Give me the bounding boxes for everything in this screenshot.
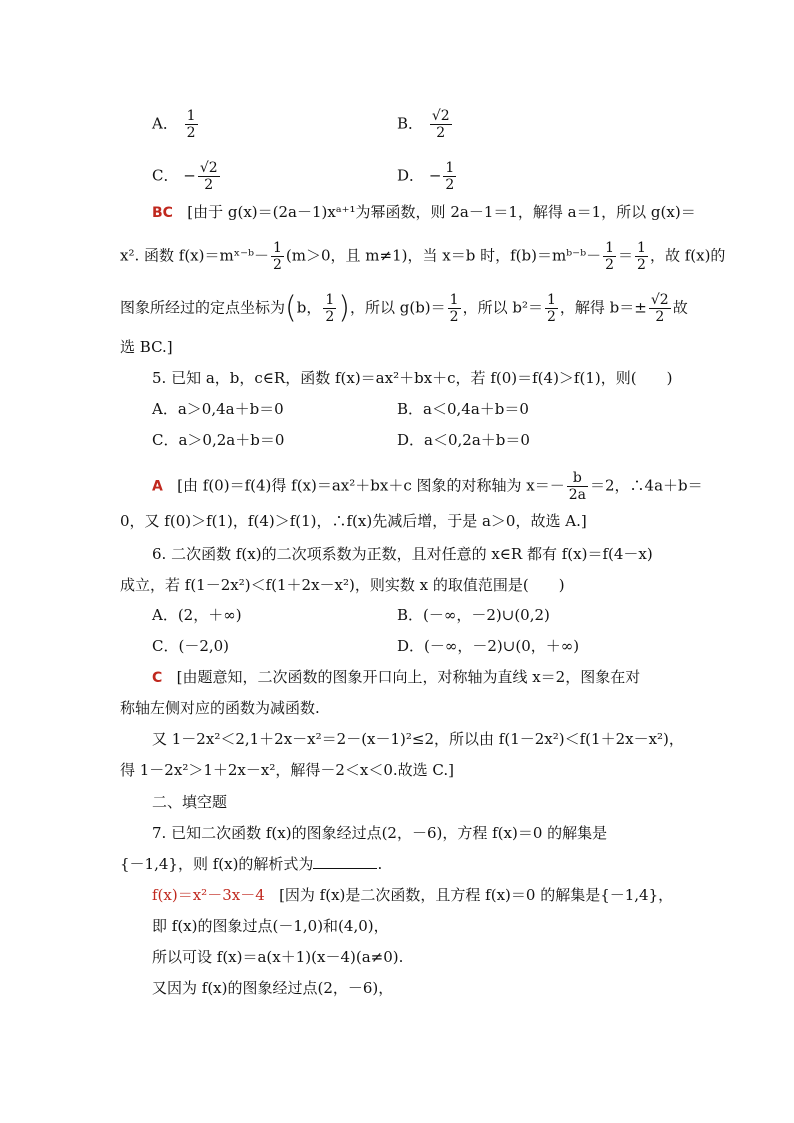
q5-option-d: D．a＜0,2a＋b＝0 — [397, 431, 530, 449]
q6-option-b: B．(－∞，－2)∪(0,2) — [397, 606, 550, 624]
section-title: 二、填空题 — [152, 793, 228, 811]
q6-option-a: A．(2，＋∞) — [152, 606, 242, 624]
answer-7-line-1: f(x)＝x²－3x－4 [因为 f(x)是二次函数，且方程 f(x)＝0 的解集是{－1,4}， — [152, 886, 674, 904]
option-c: C． − $\frac{√2}{2}$ — [152, 160, 218, 193]
option-a: A． $\frac{1}{2}$ — [152, 108, 196, 141]
answer-4-line-3: 图象所经过的定点坐标为(b， $\frac{1}{2}$ )，所以 g(b)＝ $\frac{1}{2}$ ，所以 b²＝ $\frac{1}{2}$ ，解得 b＝± $\frac{√2}{2}$ 故 — [120, 290, 688, 326]
q5-option-c: C．a＞0,2a＋b＝0 — [152, 431, 285, 449]
option-b: B． $\frac{√2}{2}$ — [397, 108, 450, 141]
answer-4-line-1: BC [由于 g(x)＝(2a－1)xᵃ⁺¹为幂函数，则 2a－1＝1，解得 a＝1，所以 g(x)＝ — [152, 203, 696, 221]
answer-4-line-4: 选 BC.] — [120, 338, 173, 356]
question-6-line-1: 6. 二次函数 f(x)的二次项系数为正数，且对任意的 x∈R 都有 f(x)＝f(4－x) — [152, 545, 653, 563]
fraction-sqrt2-half: $\frac{√2}{2}$ — [199, 160, 218, 193]
fraction-one-half: $\frac{1}{2}$ — [445, 160, 455, 193]
option-d: D． − $\frac{1}{2}$ — [397, 160, 455, 193]
q5-option-a: A．a＞0,4a＋b＝0 — [152, 400, 284, 418]
question-6-line-2: 成立，若 f(1－2x²)＜f(1＋2x－x²)，则实数 x 的取值范围是( ) — [120, 576, 565, 594]
answer-6-line-2: 称轴左侧对应的函数为减函数. — [120, 699, 320, 717]
answer-5-line-1: A [由 f(0)＝f(4)得 f(x)＝ax²＋bx＋c 图象的对称轴为 x＝－ $\frac{b}{2a}$ ＝2，∴4a＋b＝ — [152, 470, 703, 503]
question-5-stem: 5. 已知 a，b，c∈R，函数 f(x)＝ax²＋bx＋c，若 f(0)＝f(4)＞f(1)，则( ) — [152, 369, 673, 387]
answer-6-line-3: 又 1－2x²＜2,1＋2x－x²＝2－(x－1)²≤2，所以由 f(1－2x²)＜f(1＋2x－x²)， — [152, 730, 684, 748]
fraction-sqrt2-half: $\frac{√2}{2}$ — [431, 108, 450, 141]
question-7-line-2: {－1,4}，则 f(x)的解析式为 . — [120, 855, 383, 873]
answer-5-line-2: 0，又 f(0)＞f(1)，f(4)＞f(1)，∴f(x)先减后增，于是 a＞0，故选 A.] — [120, 512, 587, 530]
answer-7-line-3: 所以可设 f(x)＝a(x＋1)(x－4)(a≠0). — [152, 948, 404, 966]
answer-4-line-2: x². 函数 f(x)＝mˣ⁻ᵇ－ $\frac{1}{2}$ (m＞0，且 m≠1)，当 x＝b 时，f(b)＝mᵇ⁻ᵇ－ $\frac{1}{2}$ ＝ $\frac{1}{2}$ ，故 f(x)的 — [120, 240, 726, 273]
answer-7-formula: f(x)＝x²－3x－4 — [152, 886, 265, 904]
fraction-one-half: $\frac{1}{2}$ — [186, 108, 196, 141]
answer-7-line-4: 又因为 f(x)的图象经过点(2，－6)， — [152, 979, 394, 997]
answer-6-line-4: 得 1－2x²＞1＋2x－x²，解得－2＜x＜0.故选 C.] — [120, 761, 454, 779]
answer-6-line-1: C [由题意知，二次函数的图象开口向上，对称轴为直线 x＝2，图象在对 — [152, 668, 641, 686]
q5-option-b: B．a＜0,4a＋b＝0 — [397, 400, 529, 418]
question-7-line-1: 7. 已知二次函数 f(x)的图象经过点(2，－6)，方程 f(x)＝0 的解集是 — [152, 824, 608, 842]
q6-option-d: D．(－∞，－2)∪(0，＋∞) — [397, 637, 580, 655]
q6-option-c: C．(－2,0) — [152, 637, 230, 655]
answer-7-line-2: 即 f(x)的图象过点(－1,0)和(4,0)， — [152, 917, 389, 935]
answer-blank — [313, 854, 377, 869]
